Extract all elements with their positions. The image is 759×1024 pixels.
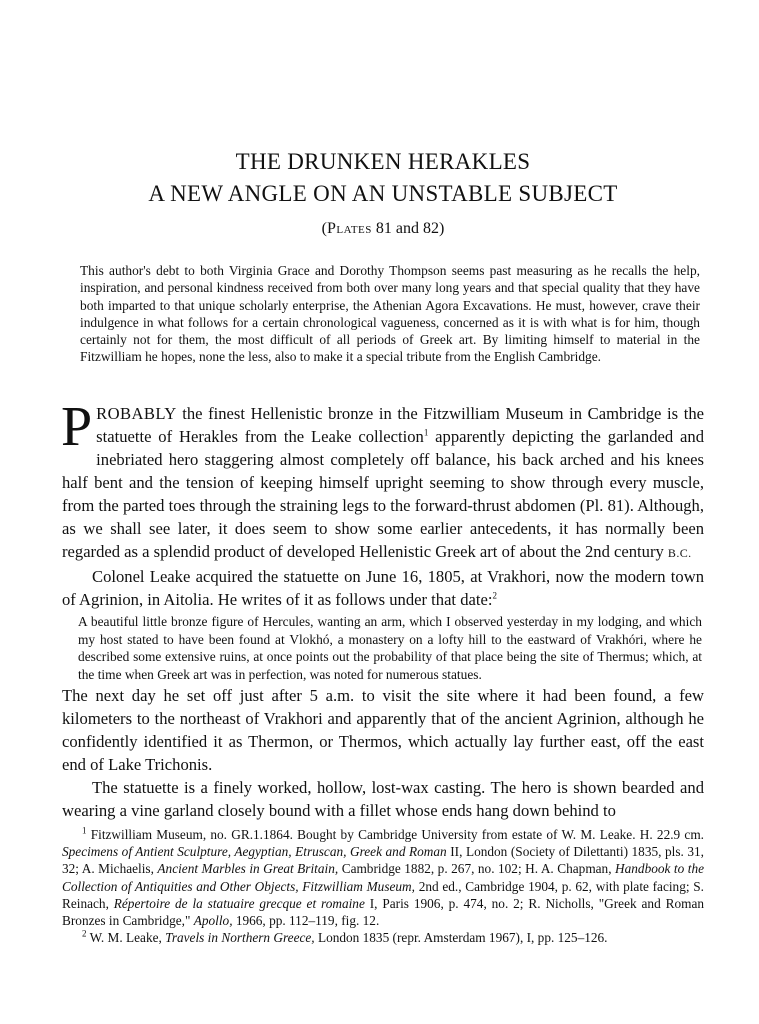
- drop-cap: P: [61, 396, 93, 458]
- paragraph-1-text-b: apparently depicting the garlanded and inebriated hero staggering almost completely off balance, his back arched and his knees half bent and the tension of keeping himself upright seeming to show through every muscle, from the parted toes through the straining legs to the forward-thrust abdomen (Pl. 81). Although, as we shall see later, it does seem to show some earlier antecedents, it has normally been regarded as a splendid product of developed Hellenistic Greek art of about the 2nd century: [62, 427, 704, 561]
- footnote-1-title-5: Apollo,: [193, 913, 233, 929]
- footnote-2-text-2: London 1835 (repr. Amsterdam 1967), I, pp. 125–126.: [314, 930, 608, 946]
- footnote-ref-1: 1: [423, 427, 429, 438]
- footnotes: [62, 826, 704, 946]
- footnote-2-number: 2: [82, 928, 87, 939]
- bc-abbrev: B.C.: [667, 546, 692, 560]
- footnote-2-title-1: Travels in Northern Greece,: [165, 930, 315, 946]
- footnote-1-text-1: Fitzwilliam Museum, no. GR.1.1864. Bought by Cambridge University from estate of W. M. Leake. H. 22.9 cm.: [86, 827, 704, 842]
- footnote-1-text-2: II, London (Society of Dilettanti) 1835, pls. 31, 32; A. Michaelis,: [62, 844, 705, 877]
- title-line-2: A NEW ANGLE ON AN UNSTABLE SUBJECT: [148, 181, 618, 206]
- block-quote: A beautiful little bronze figure of Hercules, wanting an arm, which I observed yesterday in my lodging, and which my host stated to have been found at Vlokhó, a monastery on a lofty hill to the eastward of Vrakhóri, where he described some extensive ruins, at once points out the probability of that place being the site of Thermus; which, at the time when Greek art was in perfection, was noted for numerous statues.: [78, 614, 702, 682]
- page: [62, 0, 704, 1024]
- footnote-1-text-6: 1966, pp. 112–119, fig. 12.: [232, 913, 380, 929]
- paragraph-2-text: Colonel Leake acquired the statuette on June 16, 1805, at Vrakhori, now the modern town of Agrinion, in Aitolia. He writes of it as follows under that date:: [62, 567, 704, 609]
- footnote-1-text-5: I, Paris 1906, p. 474, no. 2; R. Nicholls, "Greek and Roman Bronzes in Cambridge,": [62, 895, 705, 929]
- footnote-1-text-4: 2nd ed., Cambridge 1904, p. 62, with plate facing; S. Reinach,: [62, 878, 704, 911]
- footnote-1-title-1: Specimens of Antient Sculpture, Aegyptian, Etruscan, Greek and Roman: [62, 844, 447, 860]
- footnote-1-title-4: Répertoire de la statuaire grecque et romaine: [113, 895, 365, 911]
- footnote-1-text-3: Cambridge 1882, p. 267, no. 102; H. A. Chapman,: [338, 861, 616, 877]
- footnote-2-text-1: W. M. Leake,: [86, 930, 166, 946]
- plates-reference: [62, 219, 704, 239]
- footnote-ref-2: 2: [492, 590, 497, 601]
- main-text: [61, 396, 704, 822]
- article-title: [62, 146, 704, 210]
- dedication-paragraph: This author's debt to both Virginia Grace and Dorothy Thompson seems past measuring as he recalls the help, inspiration, and personal kindness received from both over many long years and that special quality that they have both imparted to that unique scholarly enterprise, the Athenian Agora Excavations. He must, however, crave their indulgence in what follows for a certain chronological vagueness, concerned as it is with what is for him, though certainly not for them, the most difficult of all periods of Greek art. By limiting himself to material in the Fitzwilliam he hopes, none the less, also to make it a special tribute from the English Cambridge.: [80, 263, 700, 365]
- footnote-1-title-3: Handbook to the Collection of Antiquities and Other Objects, Fitzwilliam Museum,: [62, 861, 704, 894]
- paragraph-3: The next day he set off just after 5 a.m. to visit the site where it had been found, a few kilometers to the northeast of Vrakhori and apparently that of the ancient Agrinion, although he confidently identified it as Thermon, or Thermos, which actually lay further east, off the east end of Lake Trichonis.: [62, 686, 704, 775]
- plates-open-paren: (: [321, 220, 327, 237]
- paragraph-1: [61, 396, 704, 565]
- footnote-1: [62, 826, 704, 929]
- paragraph-4: The statuette is a finely worked, hollow, lost-wax casting. The hero is shown bearded and wearing a vine garland closely bound with a fillet whose ends hang down behind to: [62, 778, 704, 821]
- footnote-1-title-2: Ancient Marbles in Great Britain,: [157, 861, 339, 877]
- title-line-1: THE DRUNKEN HERAKLES: [235, 149, 531, 174]
- plates-word: Plates: [326, 220, 372, 237]
- plates-numbers: 81 and 82): [375, 220, 445, 237]
- footnote-2: [62, 929, 704, 946]
- paragraph-2: [62, 565, 704, 611]
- footnote-1-number: 1: [82, 825, 87, 836]
- opening-caps: ROBABLY: [96, 404, 177, 423]
- paragraph-1-text-a: the finest Hellenistic bronze in the Fitzwilliam Museum in Cambridge is the statuette of Herakles from the Leake collection: [96, 404, 704, 446]
